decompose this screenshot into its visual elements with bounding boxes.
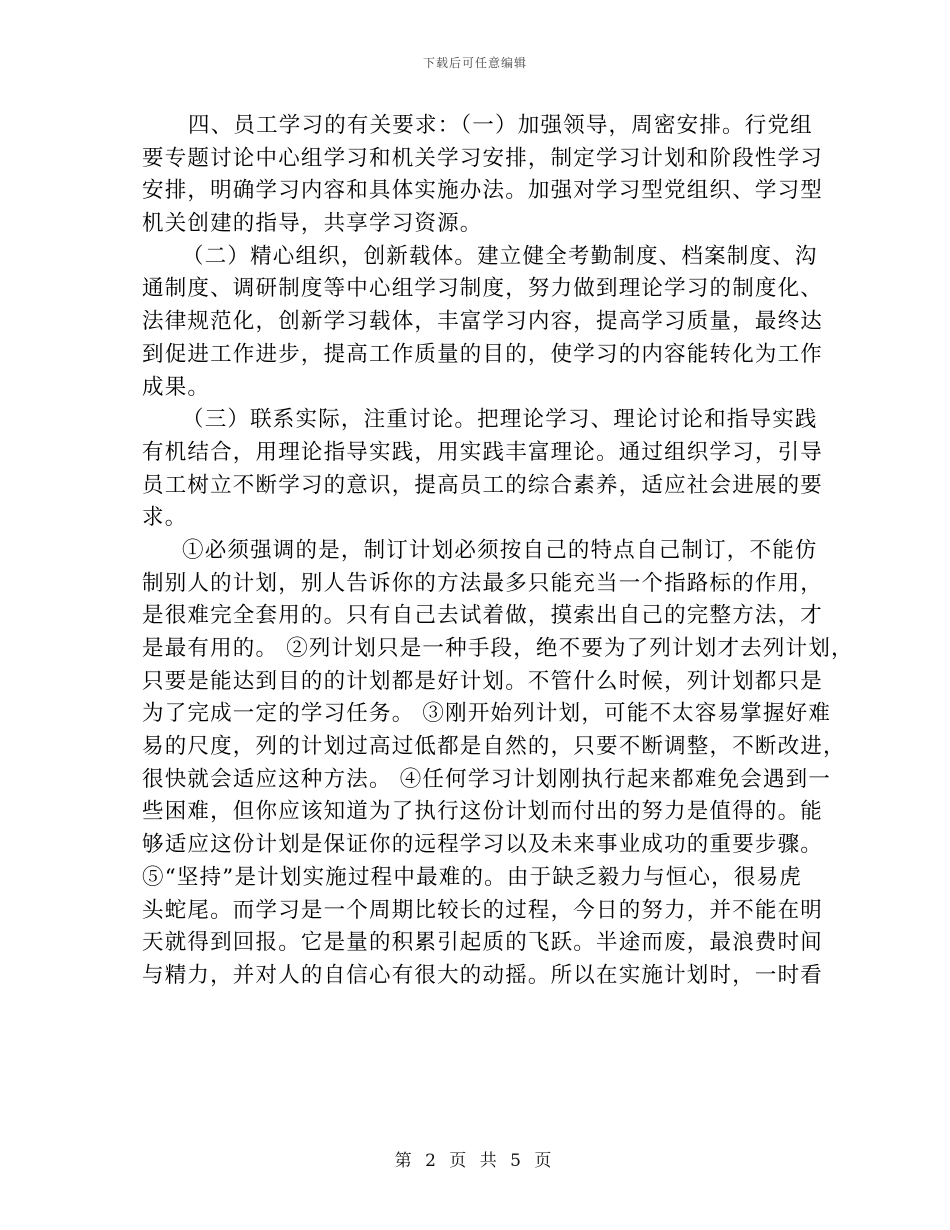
text-line: （三）联系实际，注重讨论。把理论学习、理论讨论和指导实践 [182,407,818,433]
document-body [142,110,854,993]
text-line: ⑤“坚持”是计划实施过程中最难的。由于缺乏毅力与恒心，很易虎 [142,864,802,890]
text-line: ①必须强调的是，制订计划必须按自己的特点自己制订，不能仿 [182,537,818,563]
text-line: 机关创建的指导，共享学习资源。 [142,211,483,237]
text-line: 四、员工学习的有关要求：（一）加强领导，周密安排。行党组 [188,113,813,138]
text-line: 是很难完全套用的。只有自己去试着做，摸索出自己的完整方法，才 [142,603,824,629]
text-line: 易的尺度，列的计划过高过低都是自然的，只要不断调整，不断改进， [142,734,846,760]
text-line: 成果。 [142,374,211,400]
paragraph [142,110,824,241]
text-line: 到促进工作进步，提高工作质量的目的，使学习的内容能转化为工作 [142,341,824,367]
paragraph [142,535,854,993]
text-line: 天就得到回报。它是量的积累引起质的飞跃。半途而废，最浪费时间 [142,930,824,956]
text-line: 安排，明确学习内容和具体实施办法。加强对学习型党组织、学习型 [142,178,824,204]
paragraph [142,404,824,535]
text-line: 求。 [142,505,188,531]
text-line: 制别人的计划，别人告诉你的方法最多只能充当一个指路标的作用， [142,570,824,596]
text-line: 与精力，并对人的自信心有很大的动摇。所以在实施计划时，一时看 [142,962,824,988]
page-footer: 第 2 页 共 5 页 [394,1151,556,1171]
paragraph [142,241,824,404]
text-line: 很快就会适应这种方法。 ④任何学习计划刚执行起来都难免会遇到一 [142,766,832,792]
text-line: 通制度、调研制度等中心组学习制度，努力做到理论学习的制度化、 [142,276,824,302]
text-line: 些困难，但你应该知道为了执行这份计划而付出的努力是值得的。能 [142,799,824,825]
text-line: 头蛇尾。而学习是一个周期比较长的过程，今日的努力，并不能在明 [142,897,824,923]
header-note: 下载后可任意编辑 [422,56,527,70]
text-line: 够适应这份计划是保证你的远程学习以及未来事业成功的重要步骤。 [142,832,824,858]
text-line: 是最有用的。 ②列计划只是一种手段，绝不要为了列计划才去列计划， [142,636,854,661]
text-line: （二）精心组织，创新载体。建立健全考勤制度、档案制度、沟 [182,243,818,269]
text-line: 员工树立不断学习的意识，提高员工的综合素养，适应社会进展的要 [142,472,824,498]
text-line: 有机结合，用理论指导实践，用实践丰富理论。通过组织学习，引导 [142,439,824,465]
text-line: 法律规范化，创新学习载体，丰富学习内容，提高学习质量，最终达 [142,309,824,335]
text-line: 要专题讨论中心组学习和机关学习安排，制定学习计划和阶段性学习 [142,145,824,171]
text-line: 为了完成一定的学习任务。 ③刚开始列计划，可能不太容易掌握好难 [142,701,832,727]
text-line: 只要是能达到目的的计划都是好计划。不管什么时候，列计划都只是 [142,668,824,694]
